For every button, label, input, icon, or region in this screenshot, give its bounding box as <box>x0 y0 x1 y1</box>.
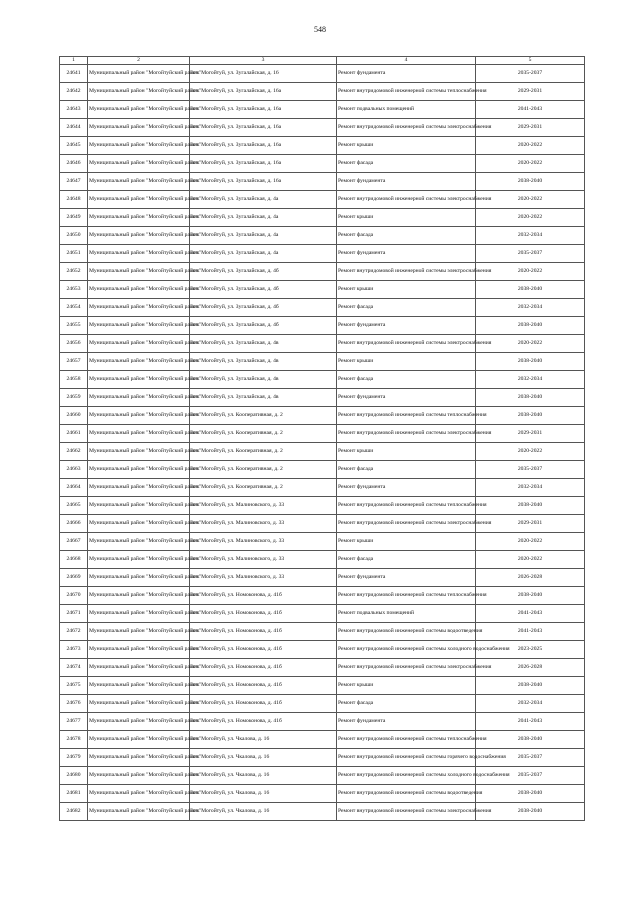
work-type-cell: Ремонт внутридомовой инженерной системы электроснабжения <box>337 334 476 352</box>
address-cell: пгт. Могойтуй, ул. Кооперативная, д. 2 <box>190 406 337 424</box>
period-cell: 2041-2043 <box>476 604 585 622</box>
table-row <box>60 226 585 244</box>
address-cell: пгт. Могойтуй, ул. Номоконова, д. 41б <box>190 694 337 712</box>
municipality-cell: Муниципальный район "Могойтуйский район" <box>88 424 190 442</box>
work-type-cell: Ремонт внутридомовой инженерной системы теплоснабжения <box>337 586 476 604</box>
table-row <box>60 694 585 712</box>
work-type-cell: Ремонт фасада <box>337 694 476 712</box>
row-number: 24668 <box>60 550 88 568</box>
row-number: 24673 <box>60 640 88 658</box>
work-type-cell: Ремонт крыши <box>337 208 476 226</box>
row-number: 24648 <box>60 190 88 208</box>
table-row <box>60 190 585 208</box>
address-cell: пгт. Могойтуй, ул. Чкалова, д. 16 <box>190 730 337 748</box>
address-cell: пгт. Могойтуй, ул. Зугалайская, д. 4а <box>190 244 337 262</box>
address-cell: пгт. Могойтуй, ул. Номоконова, д. 41б <box>190 604 337 622</box>
municipality-cell: Муниципальный район "Могойтуйский район" <box>88 694 190 712</box>
work-type-cell: Ремонт внутридомовой инженерной системы теплоснабжения <box>337 82 476 100</box>
work-type-cell: Ремонт крыши <box>337 352 476 370</box>
municipality-cell: Муниципальный район "Могойтуйский район" <box>88 298 190 316</box>
row-number: 24657 <box>60 352 88 370</box>
work-type-cell: Ремонт внутридомовой инженерной системы водоотведения <box>337 622 476 640</box>
row-number: 24678 <box>60 730 88 748</box>
period-cell: 2020-2022 <box>476 154 585 172</box>
address-cell: пгт. Могойтуй, ул. Зугалайская, д. 4б <box>190 298 337 316</box>
period-cell: 2038-2040 <box>476 496 585 514</box>
municipality-cell: Муниципальный район "Могойтуйский район" <box>88 658 190 676</box>
period-cell: 2041-2043 <box>476 100 585 118</box>
period-cell: 2041-2043 <box>476 712 585 730</box>
address-cell: пгт. Могойтуй, ул. Малиновского, д. 33 <box>190 532 337 550</box>
row-number: 24664 <box>60 478 88 496</box>
row-number: 24676 <box>60 694 88 712</box>
municipality-cell: Муниципальный район "Могойтуйский район" <box>88 226 190 244</box>
period-cell: 2035-2037 <box>476 460 585 478</box>
municipality-cell: Муниципальный район "Могойтуйский район" <box>88 190 190 208</box>
table-row <box>60 622 585 640</box>
work-type-cell: Ремонт внутридомовой инженерной системы горячего водоснабжения <box>337 748 476 766</box>
period-cell: 2038-2040 <box>476 802 585 820</box>
work-type-cell: Ремонт внутридомовой инженерной системы теплоснабжения <box>337 406 476 424</box>
period-cell: 2035-2037 <box>476 766 585 784</box>
row-number: 24660 <box>60 406 88 424</box>
page-number: 548 <box>314 25 326 34</box>
table-row <box>60 208 585 226</box>
work-type-cell: Ремонт внутридомовой инженерной системы теплоснабжения <box>337 496 476 514</box>
work-type-cell: Ремонт фасада <box>337 298 476 316</box>
address-cell: пгт. Могойтуй, ул. Малиновского, д. 33 <box>190 550 337 568</box>
table-row <box>60 550 585 568</box>
address-cell: пгт. Могойтуй, ул. Кооперативная, д. 2 <box>190 442 337 460</box>
municipality-cell: Муниципальный район "Могойтуйский район" <box>88 244 190 262</box>
address-cell: пгт. Могойтуй, ул. Малиновского, д. 33 <box>190 514 337 532</box>
row-number: 24652 <box>60 262 88 280</box>
address-cell: пгт. Могойтуй, ул. Кооперативная, д. 2 <box>190 460 337 478</box>
municipality-cell: Муниципальный район "Могойтуйский район" <box>88 136 190 154</box>
table-row <box>60 712 585 730</box>
row-number: 24680 <box>60 766 88 784</box>
work-type-cell: Ремонт фасада <box>337 370 476 388</box>
period-cell: 2038-2040 <box>476 784 585 802</box>
table-row <box>60 64 585 82</box>
column-header: 5 <box>476 57 585 65</box>
address-cell: пгт. Могойтуй, ул. Зугалайская, д. 16 <box>190 64 337 82</box>
table-row <box>60 100 585 118</box>
table-row <box>60 640 585 658</box>
address-cell: пгт. Могойтуй, ул. Малиновского, д. 33 <box>190 496 337 514</box>
row-number: 24658 <box>60 370 88 388</box>
row-number: 24681 <box>60 784 88 802</box>
address-cell: пгт. Могойтуй, ул. Зугалайская, д. 4в <box>190 334 337 352</box>
period-cell: 2020-2022 <box>476 190 585 208</box>
table-row <box>60 136 585 154</box>
period-cell: 2020-2022 <box>476 262 585 280</box>
row-number: 24646 <box>60 154 88 172</box>
row-number: 24670 <box>60 586 88 604</box>
table-row <box>60 154 585 172</box>
row-number: 24651 <box>60 244 88 262</box>
row-number: 24669 <box>60 568 88 586</box>
address-cell: пгт. Могойтуй, ул. Номоконова, д. 41б <box>190 712 337 730</box>
table-row <box>60 802 585 820</box>
row-number: 24653 <box>60 280 88 298</box>
row-number: 24656 <box>60 334 88 352</box>
row-number: 24677 <box>60 712 88 730</box>
row-number: 24661 <box>60 424 88 442</box>
municipality-cell: Муниципальный район "Могойтуйский район" <box>88 172 190 190</box>
work-type-cell: Ремонт фундамента <box>337 172 476 190</box>
row-number: 24655 <box>60 316 88 334</box>
work-type-cell: Ремонт фундамента <box>337 712 476 730</box>
municipality-cell: Муниципальный район "Могойтуйский район" <box>88 100 190 118</box>
address-cell: пгт. Могойтуй, ул. Чкалова, д. 16 <box>190 802 337 820</box>
address-cell: пгт. Могойтуй, ул. Зугалайская, д. 4а <box>190 208 337 226</box>
period-cell: 2029-2031 <box>476 82 585 100</box>
work-type-cell: Ремонт фундамента <box>337 244 476 262</box>
row-number: 24682 <box>60 802 88 820</box>
address-cell: пгт. Могойтуй, ул. Зугалайская, д. 4в <box>190 370 337 388</box>
address-cell: пгт. Могойтуй, ул. Зугалайская, д. 4б <box>190 316 337 334</box>
period-cell: 2038-2040 <box>476 388 585 406</box>
address-cell: пгт. Могойтуй, ул. Кооперативная, д. 2 <box>190 478 337 496</box>
row-number: 24675 <box>60 676 88 694</box>
table-row <box>60 406 585 424</box>
period-cell: 2038-2040 <box>476 352 585 370</box>
municipality-cell: Муниципальный район "Могойтуйский район" <box>88 532 190 550</box>
period-cell: 2038-2040 <box>476 676 585 694</box>
table-row <box>60 370 585 388</box>
work-type-cell: Ремонт внутридомовой инженерной системы электроснабжения <box>337 514 476 532</box>
period-cell: 2026-2028 <box>476 568 585 586</box>
municipality-cell: Муниципальный район "Могойтуйский район" <box>88 334 190 352</box>
period-cell: 2020-2022 <box>476 136 585 154</box>
work-type-cell: Ремонт подвальных помещений <box>337 100 476 118</box>
period-cell: 2032-2034 <box>476 298 585 316</box>
work-type-cell: Ремонт фундамента <box>337 568 476 586</box>
table-row <box>60 532 585 550</box>
period-cell: 2032-2034 <box>476 370 585 388</box>
row-number: 24667 <box>60 532 88 550</box>
row-number: 24665 <box>60 496 88 514</box>
work-type-cell: Ремонт фасада <box>337 550 476 568</box>
registry-table <box>59 56 585 821</box>
period-cell: 2035-2037 <box>476 244 585 262</box>
municipality-cell: Муниципальный район "Могойтуйский район" <box>88 766 190 784</box>
period-cell: 2020-2022 <box>476 550 585 568</box>
column-header: 2 <box>88 57 190 65</box>
municipality-cell: Муниципальный район "Могойтуйский район" <box>88 370 190 388</box>
municipality-cell: Муниципальный район "Могойтуйский район" <box>88 550 190 568</box>
period-cell: 2020-2022 <box>476 208 585 226</box>
municipality-cell: Муниципальный район "Могойтуйский район" <box>88 406 190 424</box>
address-cell: пгт. Могойтуй, ул. Зугалайская, д. 4в <box>190 388 337 406</box>
work-type-cell: Ремонт внутридомовой инженерной системы электроснабжения <box>337 424 476 442</box>
municipality-cell: Муниципальный район "Могойтуйский район" <box>88 730 190 748</box>
municipality-cell: Муниципальный район "Могойтуйский район" <box>88 712 190 730</box>
row-number: 24679 <box>60 748 88 766</box>
address-cell: пгт. Могойтуй, ул. Номоконова, д. 41б <box>190 622 337 640</box>
municipality-cell: Муниципальный район "Могойтуйский район" <box>88 208 190 226</box>
row-number: 24649 <box>60 208 88 226</box>
municipality-cell: Муниципальный район "Могойтуйский район" <box>88 748 190 766</box>
table-row <box>60 784 585 802</box>
address-cell: пгт. Могойтуй, ул. Зугалайская, д. 16а <box>190 154 337 172</box>
address-cell: пгт. Могойтуй, ул. Зугалайская, д. 4а <box>190 226 337 244</box>
municipality-cell: Муниципальный район "Могойтуйский район" <box>88 478 190 496</box>
period-cell: 2029-2031 <box>476 118 585 136</box>
period-cell: 2023-2025 <box>476 640 585 658</box>
table-row <box>60 244 585 262</box>
municipality-cell: Муниципальный район "Могойтуйский район" <box>88 568 190 586</box>
address-cell: пгт. Могойтуй, ул. Зугалайская, д. 16а <box>190 82 337 100</box>
work-type-cell: Ремонт фасада <box>337 154 476 172</box>
work-type-cell: Ремонт фундамента <box>337 388 476 406</box>
address-cell: пгт. Могойтуй, ул. Малиновского, д. 33 <box>190 568 337 586</box>
work-type-cell: Ремонт крыши <box>337 280 476 298</box>
work-type-cell: Ремонт фундамента <box>337 64 476 82</box>
address-cell: пгт. Могойтуй, ул. Номоконова, д. 41б <box>190 676 337 694</box>
work-type-cell: Ремонт фундамента <box>337 478 476 496</box>
work-type-cell: Ремонт фасада <box>337 460 476 478</box>
municipality-cell: Муниципальный район "Могойтуйский район" <box>88 82 190 100</box>
work-type-cell: Ремонт внутридомовой инженерной системы электроснабжения <box>337 118 476 136</box>
work-type-cell: Ремонт крыши <box>337 136 476 154</box>
address-cell: пгт. Могойтуй, ул. Зугалайская, д. 16а <box>190 172 337 190</box>
work-type-cell: Ремонт внутридомовой инженерной системы электроснабжения <box>337 658 476 676</box>
address-cell: пгт. Могойтуй, ул. Зугалайская, д. 16а <box>190 118 337 136</box>
row-number: 24643 <box>60 100 88 118</box>
period-cell: 2029-2031 <box>476 514 585 532</box>
address-cell: пгт. Могойтуй, ул. Зугалайская, д. 4б <box>190 280 337 298</box>
row-number: 24671 <box>60 604 88 622</box>
municipality-cell: Муниципальный район "Могойтуйский район" <box>88 496 190 514</box>
municipality-cell: Муниципальный район "Могойтуйский район" <box>88 514 190 532</box>
table-row <box>60 478 585 496</box>
work-type-cell: Ремонт внутридомовой инженерной системы водоотведения <box>337 784 476 802</box>
municipality-cell: Муниципальный район "Могойтуйский район" <box>88 262 190 280</box>
period-cell: 2032-2034 <box>476 226 585 244</box>
address-cell: пгт. Могойтуй, ул. Кооперативная, д. 2 <box>190 424 337 442</box>
row-number: 24654 <box>60 298 88 316</box>
row-number: 24650 <box>60 226 88 244</box>
municipality-cell: Муниципальный район "Могойтуйский район" <box>88 118 190 136</box>
municipality-cell: Муниципальный район "Могойтуйский район" <box>88 676 190 694</box>
work-type-cell: Ремонт подвальных помещений <box>337 604 476 622</box>
row-number: 24647 <box>60 172 88 190</box>
address-cell: пгт. Могойтуй, ул. Зугалайская, д. 16а <box>190 136 337 154</box>
column-header: 4 <box>337 57 476 65</box>
row-number: 24663 <box>60 460 88 478</box>
period-cell: 2038-2040 <box>476 730 585 748</box>
address-cell: пгт. Могойтуй, ул. Зугалайская, д. 4в <box>190 352 337 370</box>
address-cell: пгт. Могойтуй, ул. Зугалайская, д. 16а <box>190 100 337 118</box>
period-cell: 2032-2034 <box>476 478 585 496</box>
period-cell: 2041-2043 <box>476 622 585 640</box>
work-type-cell: Ремонт внутридомовой инженерной системы электроснабжения <box>337 802 476 820</box>
municipality-cell: Муниципальный район "Могойтуйский район" <box>88 442 190 460</box>
period-cell: 2020-2022 <box>476 334 585 352</box>
work-type-cell: Ремонт внутридомовой инженерной системы электроснабжения <box>337 262 476 280</box>
work-type-cell: Ремонт крыши <box>337 676 476 694</box>
column-header: 1 <box>60 57 88 65</box>
municipality-cell: Муниципальный район "Могойтуйский район" <box>88 586 190 604</box>
row-number: 24645 <box>60 136 88 154</box>
work-type-cell: Ремонт фасада <box>337 226 476 244</box>
table-row <box>60 298 585 316</box>
period-cell: 2038-2040 <box>476 316 585 334</box>
table-row <box>60 730 585 748</box>
period-cell: 2038-2040 <box>476 406 585 424</box>
column-header: 3 <box>190 57 337 65</box>
work-type-cell: Ремонт внутридомовой инженерной системы холодного водоснабжения <box>337 766 476 784</box>
address-cell: пгт. Могойтуй, ул. Номоконова, д. 41б <box>190 586 337 604</box>
row-number: 24674 <box>60 658 88 676</box>
work-type-cell: Ремонт внутридомовой инженерной системы электроснабжения <box>337 190 476 208</box>
table-row <box>60 514 585 532</box>
table-row <box>60 604 585 622</box>
table-row <box>60 766 585 784</box>
municipality-cell: Муниципальный район "Могойтуйский район" <box>88 622 190 640</box>
municipality-cell: Муниципальный район "Могойтуйский район" <box>88 388 190 406</box>
table-row <box>60 82 585 100</box>
table-row <box>60 172 585 190</box>
period-cell: 2038-2040 <box>476 172 585 190</box>
address-cell: пгт. Могойтуй, ул. Чкалова, д. 16 <box>190 784 337 802</box>
table-row <box>60 460 585 478</box>
period-cell: 2020-2022 <box>476 532 585 550</box>
row-number: 24641 <box>60 64 88 82</box>
work-type-cell: Ремонт внутридомовой инженерной системы теплоснабжения <box>337 730 476 748</box>
table-row <box>60 424 585 442</box>
municipality-cell: Муниципальный район "Могойтуйский район" <box>88 280 190 298</box>
table-row <box>60 118 585 136</box>
municipality-cell: Муниципальный район "Могойтуйский район" <box>88 316 190 334</box>
table-row <box>60 748 585 766</box>
period-cell: 2038-2040 <box>476 280 585 298</box>
period-cell: 2029-2031 <box>476 424 585 442</box>
address-cell: пгт. Могойтуй, ул. Номоконова, д. 41б <box>190 640 337 658</box>
municipality-cell: Муниципальный район "Могойтуйский район" <box>88 154 190 172</box>
period-cell: 2032-2034 <box>476 694 585 712</box>
municipality-cell: Муниципальный район "Могойтуйский район" <box>88 802 190 820</box>
period-cell: 2038-2040 <box>476 586 585 604</box>
row-number: 24644 <box>60 118 88 136</box>
table-row <box>60 568 585 586</box>
table-row <box>60 676 585 694</box>
address-cell: пгт. Могойтуй, ул. Номоконова, д. 41б <box>190 658 337 676</box>
table-row <box>60 334 585 352</box>
row-number: 24659 <box>60 388 88 406</box>
work-type-cell: Ремонт фундамента <box>337 316 476 334</box>
municipality-cell: Муниципальный район "Могойтуйский район" <box>88 64 190 82</box>
period-cell: 2035-2037 <box>476 748 585 766</box>
row-number: 24642 <box>60 82 88 100</box>
period-cell: 2026-2028 <box>476 658 585 676</box>
table-row <box>60 262 585 280</box>
table-row <box>60 442 585 460</box>
municipality-cell: Муниципальный район "Могойтуйский район" <box>88 352 190 370</box>
table-row <box>60 658 585 676</box>
row-number: 24662 <box>60 442 88 460</box>
municipality-cell: Муниципальный район "Могойтуйский район" <box>88 784 190 802</box>
address-cell: пгт. Могойтуй, ул. Зугалайская, д. 4а <box>190 190 337 208</box>
table-row <box>60 352 585 370</box>
table-row <box>60 496 585 514</box>
work-type-cell: Ремонт крыши <box>337 532 476 550</box>
table-row <box>60 586 585 604</box>
address-cell: пгт. Могойтуй, ул. Чкалова, д. 16 <box>190 766 337 784</box>
period-cell: 2035-2037 <box>476 64 585 82</box>
row-number: 24666 <box>60 514 88 532</box>
table-row <box>60 316 585 334</box>
work-type-cell: Ремонт внутридомовой инженерной системы холодного водоснабжения <box>337 640 476 658</box>
row-number: 24672 <box>60 622 88 640</box>
header-row <box>60 57 585 65</box>
municipality-cell: Муниципальный район "Могойтуйский район" <box>88 604 190 622</box>
address-cell: пгт. Могойтуй, ул. Зугалайская, д. 4б <box>190 262 337 280</box>
municipality-cell: Муниципальный район "Могойтуйский район" <box>88 460 190 478</box>
work-type-cell: Ремонт крыши <box>337 442 476 460</box>
period-cell: 2020-2022 <box>476 442 585 460</box>
table-row <box>60 388 585 406</box>
table-row <box>60 280 585 298</box>
address-cell: пгт. Могойтуй, ул. Чкалова, д. 16 <box>190 748 337 766</box>
municipality-cell: Муниципальный район "Могойтуйский район" <box>88 640 190 658</box>
